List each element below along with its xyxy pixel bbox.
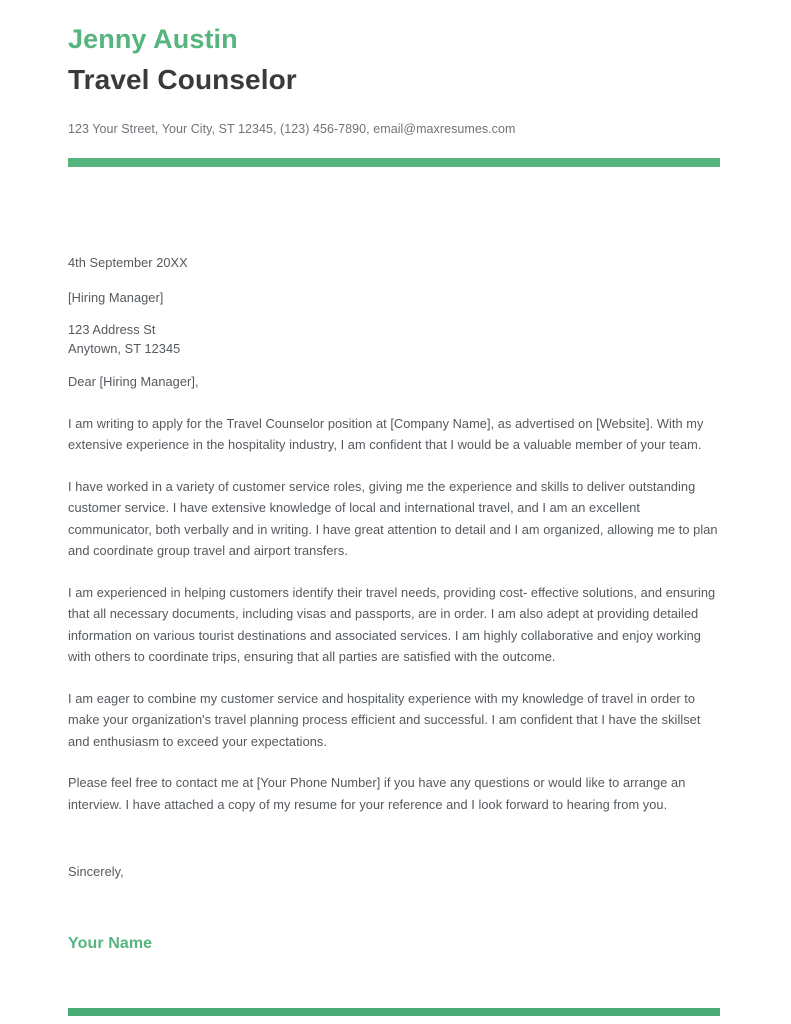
- salutation: Dear [Hiring Manager],: [68, 374, 199, 389]
- recipient-address-line-1: 123 Address St: [68, 322, 156, 337]
- letter-date: 4th September 20XX: [68, 255, 188, 270]
- signature-name: Your Name: [68, 934, 153, 952]
- body-paragraph-1: I am writing to apply for the Travel Counselor position at [Company Name], as advertised on [Website]. With my extensive experience in the hospitality industry, I am confident that I would be a valuable member of your team.: [68, 415, 704, 452]
- header-divider-bar: [68, 158, 720, 167]
- letter-body: [68, 252, 722, 955]
- recipient-address: [68, 321, 722, 358]
- recipient-name: [Hiring Manager]: [68, 289, 164, 305]
- closing-salutation: Sincerely,: [68, 864, 124, 879]
- applicant-job-title: Travel Counselor: [68, 64, 297, 95]
- letterhead: [0, 0, 791, 138]
- body-paragraph-4: I am eager to combine my customer service and hospitality experience with my knowledge of travel in order to make your organization's travel planning process efficient and successful. I am confident that I have the skillset and enthusiasm to exceed your expectations.: [68, 690, 701, 749]
- contact-info-line: 123 Your Street, Your City, ST 12345, (123) 456-7890, email@maxresumes.com: [68, 122, 516, 136]
- applicant-name: Jenny Austin: [68, 24, 238, 54]
- footer-divider-bar: [68, 1008, 720, 1016]
- body-paragraph-5: Please feel free to contact me at [Your Phone Number] if you have any questions or would like to arrange an interview. I have attached a copy of my resume for your reference and I look forward to hearing from you.: [68, 775, 686, 812]
- body-paragraph-2: I have worked in a variety of customer service roles, giving me the experience and skills to deliver outstanding customer service. I have extensive knowledge of local and international travel, and I am an excellent communicator, both verbally and in writing. I have great attention to detail and I am organized, allowing me to plan and coordinate group travel and airport transfers.: [68, 478, 718, 558]
- body-paragraph-3: I am experienced in helping customers identify their travel needs, providing cost- effective solutions, and ensuring that all necessary documents, including visas and passports, are in order. I am also adept at providing detailed information on various tourist destinations and associated services. I am highly collaborative and enjoy working with others to coordinate trips, ensuring that all parties are satisfied with the outcome.: [68, 584, 716, 664]
- recipient-address-line-2: Anytown, ST 12345: [68, 340, 181, 356]
